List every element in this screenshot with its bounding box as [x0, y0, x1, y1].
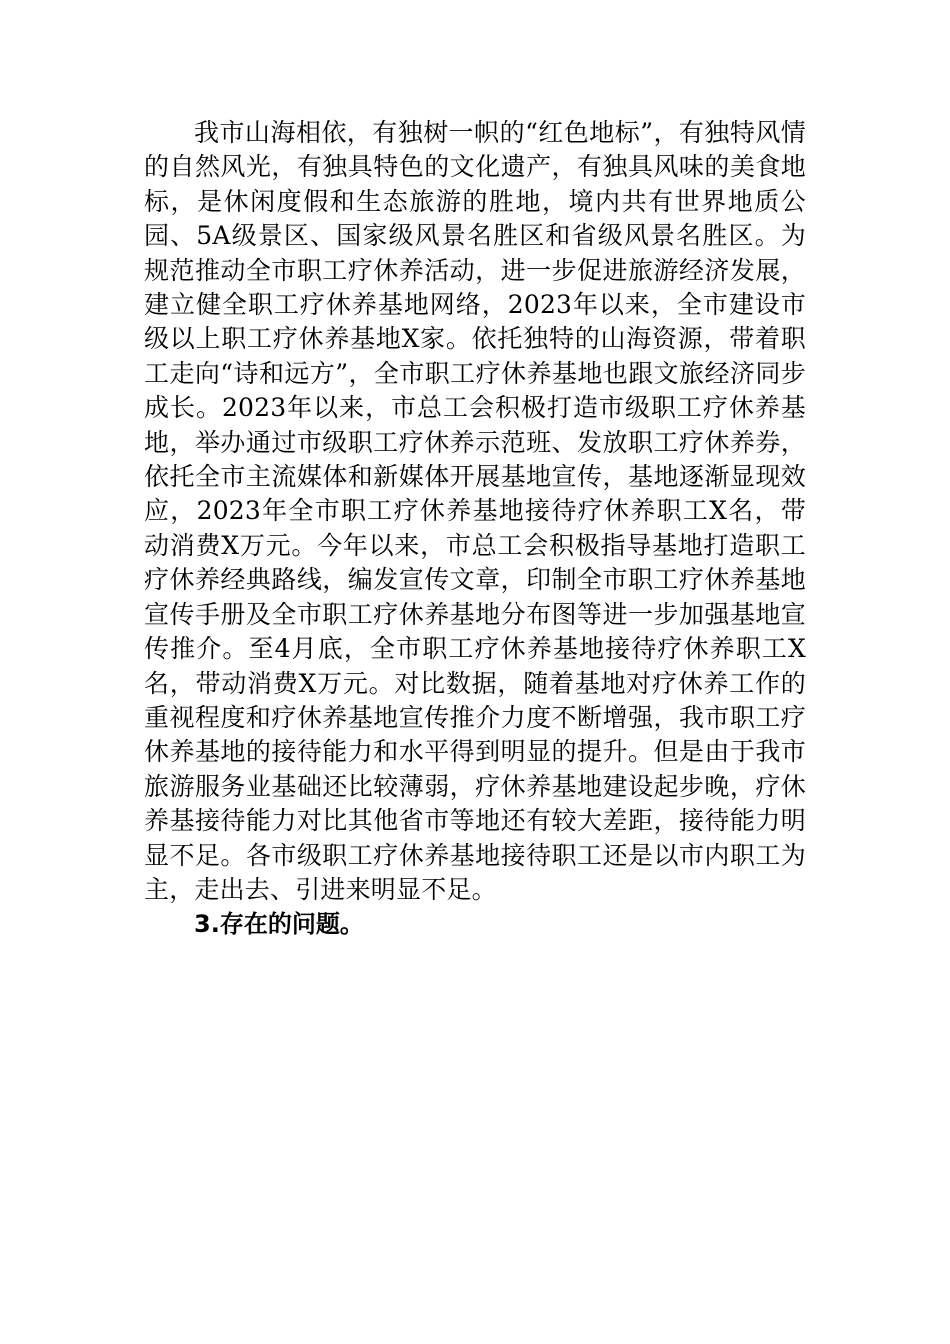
- body-paragraph: 我市山海相依，有独树一帜的“红色地标”，有独特风情的自然风光，有独具特色的文化遗产，有独具风味的美食地标，是休闲度假和生态旅游的胜地，境内共有世界地质公园、5A级景区、国家级风景名胜区和省级风景名胜区。为规范推动全市职工疗休养活动，进一步促进旅游经济发展，建立健全职工疗休养基地网络，2023年以来，全市建设市级以上职工疗休养基地X家。依托独特的山海资源，带着职工走向“诗和远方”，全市职工疗休养基地也跟文旅经济同步成长。2023年以来，市总工会积极打造市级职工疗休养基地，举办通过市级职工疗休养示范班、发放职工疗休养券，依托全市主流媒体和新媒体开展基地宣传，基地逐渐显现效应，2023年全市职工疗休养基地接待疗休养职工X名，带动消费X万元。今年以来，市总工会积极指导基地打造职工疗休养经典路线，编发宣传文章，印制全市职工疗休养基地宣传手册及全市职工疗休养基地分布图等进一步加强基地宣传推介。至4月底，全市职工疗休养基地接待疗休养职工X名，带动消费X万元。对比数据，随着基地对疗休养工作的重视程度和疗休养基地宣传推介力度不断增强，我市职工疗休养基地的接待能力和水平得到明显的提升。但是由于我市旅游服务业基础还比较薄弱，疗休养基地建设起步晚，疗休养基接待能力对比其他省市等地还有较大差距，接待能力明显不足。各市级职工疗休养基地接待职工还是以市内职工为主，走出去、引进来明显不足。: [144, 118, 806, 904]
- document-body: [144, 116, 806, 942]
- section-heading: 3.存在的问题。: [194, 910, 364, 939]
